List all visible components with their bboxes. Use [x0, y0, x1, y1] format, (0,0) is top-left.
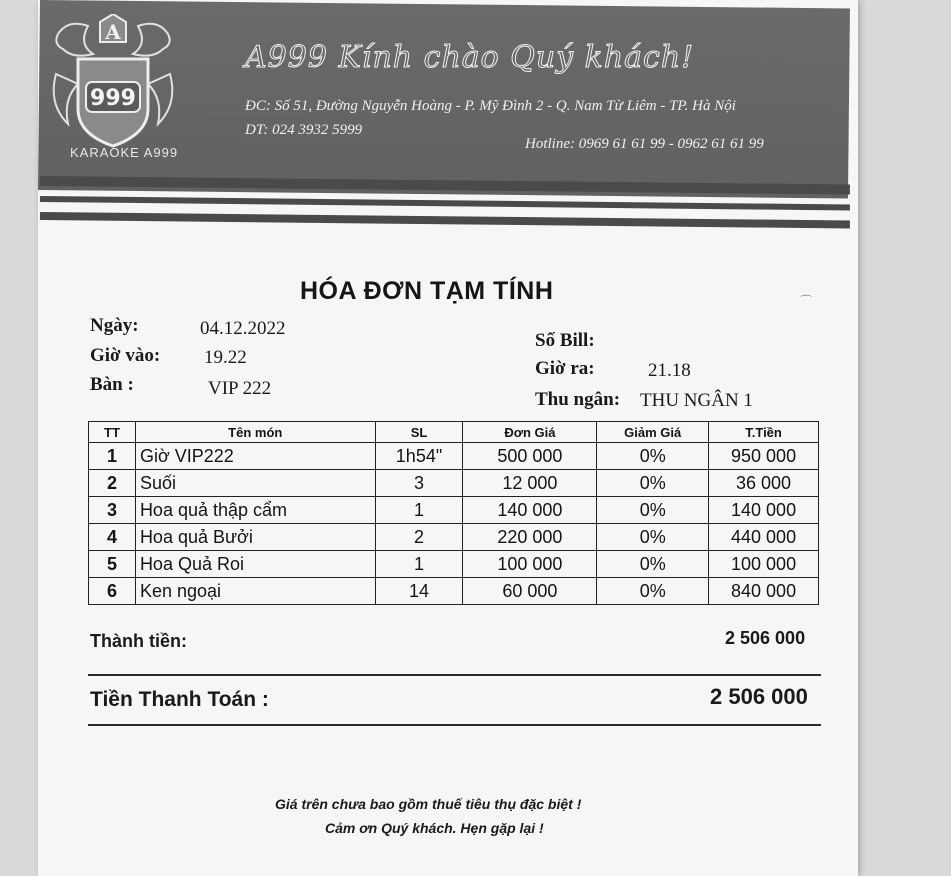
- table-row: [89, 551, 819, 578]
- item-name: Hoa quả Bưởi: [135, 524, 375, 551]
- item-discount: 0%: [597, 524, 709, 551]
- paper-mark-icon: ⌒: [800, 294, 813, 308]
- item-price: 60 000: [463, 578, 597, 605]
- item-discount: 0%: [597, 551, 709, 578]
- divider: [88, 674, 821, 676]
- items-table: [88, 421, 819, 605]
- item-total: 950 000: [709, 443, 819, 470]
- col-header-qty: SL: [375, 422, 463, 443]
- table-row: [89, 578, 819, 605]
- date-value: 04.12.2022: [200, 318, 286, 339]
- time-in-value: 19.22: [204, 347, 247, 368]
- subtotal-value: 2 506 000: [725, 628, 806, 648]
- item-total: 840 000: [709, 578, 819, 605]
- item-qty: 1h54": [375, 443, 463, 470]
- item-name: Hoa Quả Roi: [135, 551, 375, 578]
- col-header-tt: TT: [89, 422, 136, 443]
- item-discount: 0%: [597, 470, 709, 497]
- item-price: 500 000: [463, 443, 597, 470]
- a999-shield-logo: [48, 14, 178, 154]
- item-total: 140 000: [709, 497, 819, 524]
- cashier-label: Thu ngân:: [535, 389, 621, 410]
- item-name: Giờ VIP222: [135, 443, 375, 470]
- table-row: [89, 497, 819, 524]
- item-total: 100 000: [709, 551, 819, 578]
- item-name: Ken ngoại: [135, 578, 375, 605]
- item-discount: 0%: [597, 443, 709, 470]
- logo-caption: KARAOKE A999: [70, 145, 179, 160]
- item-total: 36 000: [709, 470, 819, 497]
- row-index: 5: [89, 551, 136, 578]
- table-value: VIP 222: [208, 378, 272, 399]
- item-price: 12 000: [463, 470, 597, 497]
- hotline-text: Hotline: 0969 61 61 99 - 0962 61 61 99: [525, 136, 764, 152]
- item-qty: 14: [375, 578, 463, 605]
- row-index: 3: [89, 497, 136, 524]
- time-out-label: Giờ ra:: [535, 358, 595, 379]
- item-price: 220 000: [463, 524, 597, 551]
- invoice-title: HÓA ĐƠN TẠM TÍNH: [300, 277, 554, 305]
- bill-label: Số Bill:: [535, 330, 595, 351]
- item-name: Hoa quả thập cẩm: [135, 497, 375, 524]
- table-row: [89, 470, 819, 497]
- row-index: 4: [89, 524, 136, 551]
- table-row: [89, 443, 819, 470]
- col-header-discount: Giảm Giá: [597, 422, 709, 443]
- item-qty: 1: [375, 497, 463, 524]
- item-discount: 0%: [597, 497, 709, 524]
- tax-note: Giá trên chưa bao gồm thuế tiêu thụ đặc biệt !: [275, 796, 582, 812]
- table-label: Bàn :: [90, 374, 134, 395]
- item-discount: 0%: [597, 578, 709, 605]
- cashier-value: THU NGÂN 1: [640, 390, 753, 411]
- item-qty: 3: [375, 470, 463, 497]
- phone-text: DT: 024 3932 5999: [245, 122, 363, 138]
- row-index: 1: [89, 443, 136, 470]
- col-header-total: T.Tiền: [709, 422, 819, 443]
- item-name: Suối: [135, 470, 375, 497]
- col-header-name: Tên món: [135, 422, 375, 443]
- logo-number: 999: [90, 86, 136, 111]
- col-header-price: Đơn Giá: [463, 422, 597, 443]
- logo-letter: A: [105, 20, 121, 44]
- item-price: 100 000: [463, 551, 597, 578]
- item-total: 440 000: [709, 524, 819, 551]
- row-index: 2: [89, 470, 136, 497]
- table-row: [89, 524, 819, 551]
- divider: [88, 724, 821, 726]
- time-out-value: 21.18: [648, 360, 691, 381]
- date-label: Ngày:: [90, 315, 139, 336]
- address-text: ĐC: Số 51, Đường Nguyễn Hoàng - P. Mỹ Đình 2 - Q. Nam Từ Liêm - TP. Hà Nội: [245, 98, 736, 114]
- thank-you-note: Cảm ơn Quý khách. Hẹn gặp lại !: [325, 820, 544, 836]
- table-header-row: [89, 422, 819, 443]
- item-qty: 2: [375, 524, 463, 551]
- item-price: 140 000: [463, 497, 597, 524]
- greeting-text: A999 Kính chào Quý khách!: [245, 40, 695, 75]
- payment-label: Tiền Thanh Toán :: [90, 688, 269, 711]
- item-qty: 1: [375, 551, 463, 578]
- time-in-label: Giờ vào:: [90, 345, 161, 366]
- payment-value: 2 506 000: [710, 684, 808, 709]
- row-index: 6: [89, 578, 136, 605]
- subtotal-label: Thành tiền:: [90, 631, 187, 651]
